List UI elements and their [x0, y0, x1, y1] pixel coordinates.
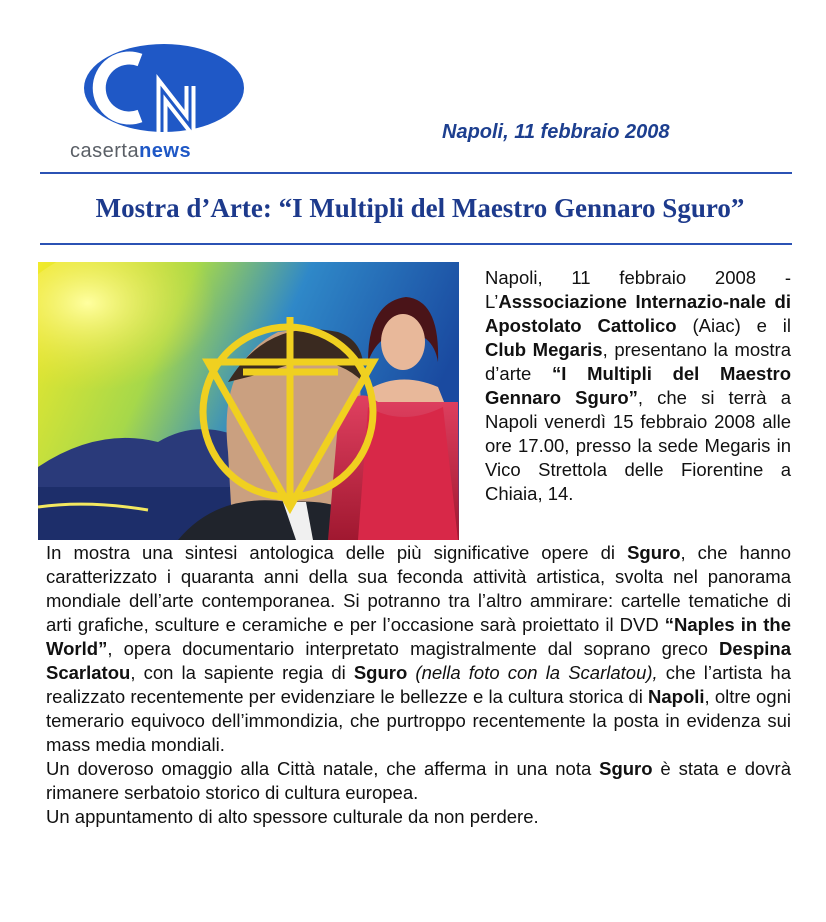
bottom-rule [40, 243, 792, 245]
cn-logo-icon [66, 40, 246, 140]
article-photo [38, 262, 459, 540]
intro-exhibition-title: “I Multipli del Maestro Gennaro Sguro” [485, 363, 791, 408]
intro-text-3: , presentano la mostra d’arte [485, 339, 791, 384]
p2-sguro: Sguro [599, 758, 653, 779]
p1-dvd-title: “Naples in the World” [46, 614, 791, 659]
p1-photo-caption: (nella foto con la Scarlatou), [415, 662, 658, 683]
p1-text-g: , con la sapiente regia di [130, 662, 354, 683]
body-paragraph-3: Un appuntamento di alto spessore culturale da non perdere. [46, 806, 539, 827]
photo-sguro-scarlatou-icon [38, 262, 459, 540]
p1-despina: Despina Scarlatou [46, 638, 791, 683]
intro-text-4: , che si terrà a Napoli venerdì 15 febbraio 2008 alle ore 17.00, presso la sede Megaris in Vico Strettola delle Fiorentine a Chiaia, 14. [485, 387, 791, 504]
p2-text-a: Un doveroso omaggio alla Città natale, che afferma in una nota [46, 758, 600, 779]
p1-text-c: , che hanno caratterizzato i quaranta anni della sua feconda attività artistica, svolta nel panorama mondiale dell’arte contemporanea. Si potranno tra l’altro ammirare: cartelle tematiche di arti grafiche, sculture e ceramiche e per l’occasione sarà proiettato il DVD [46, 542, 791, 635]
top-rule [40, 172, 792, 174]
article-headline: Mostra d’Arte: “I Multipli del Maestro Gennaro Sguro” [95, 193, 745, 223]
intro-text-1: Napoli, 11 febbraio 2008 - L’ [485, 267, 791, 312]
intro-association: Asssociazione Internazio-nale di Apostolato Cattolico [485, 291, 791, 336]
article-body [46, 541, 791, 829]
p1-text-e: , opera documentario interpretato magistralmente dal soprano greco [107, 638, 720, 659]
logo-text-caserta: caserta [70, 140, 140, 162]
p1-sguro-2: Sguro [353, 662, 408, 683]
body-paragraph-2 [46, 757, 791, 805]
p1-sguro-1: Sguro [627, 542, 681, 563]
p2-text-c: è stata e dovrà rimanere serbatoio storico di cultura europea. [46, 758, 791, 803]
logo-wordmark [70, 140, 191, 163]
intro-paragraph [485, 266, 791, 506]
p1-napoli: Napoli [648, 686, 705, 707]
p1-text-k: che l’artista ha realizzato recentemente per evidenziare le bellezze e la cultura storica di [46, 662, 792, 707]
casertanews-logo[interactable] [66, 40, 246, 160]
dateline: Napoli, 11 febbraio 2008 [442, 121, 670, 143]
p1-text-a: In mostra una sintesi antologica delle più significative opere di [46, 542, 628, 563]
logo-text-news: news [139, 140, 192, 162]
body-paragraph-1 [46, 541, 791, 757]
intro-club: Club Megaris [485, 339, 603, 360]
intro-text-2: (Aiac) e il [676, 315, 791, 336]
p1-text-m: , oltre ogni temerario equivoco dell’immondizia, che purtroppo recentemente la posta in evidenza sui mass media mondiali. [46, 686, 791, 755]
